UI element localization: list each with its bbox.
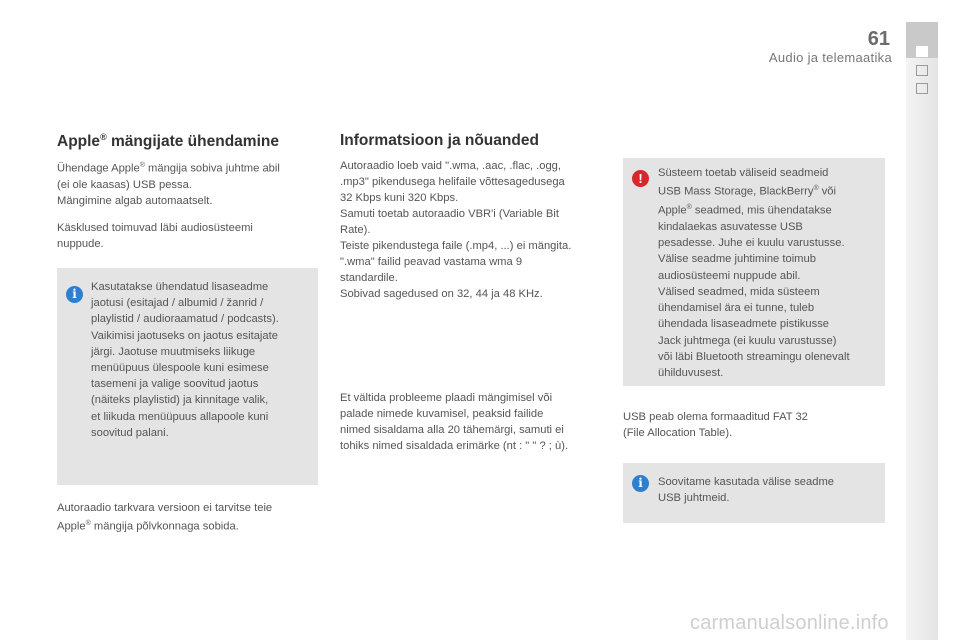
side-square-icon	[916, 65, 928, 76]
left-paragraph-3: Autoraadio tarkvara versioon ei tarvitse teie Apple® mängija põlvkonnaga sobida.	[57, 502, 273, 533]
right-warning-box	[623, 158, 885, 386]
page-number: 61	[867, 28, 890, 50]
left-info-text: Kasutatakse ühendatud lisaseadme jaotusi (esitajad / albumid / žanrid / playlistid / audioraamatud / podcasts). Vaikimisi jaotuseks on jaotus esitajate järgi. Jaotuse muutmiseks liikuge menüüpuus ülespoole kuni esimese tasemeni ja valige soovitud jaotus (näiteks playlistid) ja kinnitage valik, et liikuda menüüpuus allapoole kuni soovitud palani.	[91, 281, 279, 439]
side-square-icon	[916, 83, 928, 94]
page-side-tab	[906, 22, 938, 640]
info-icon: i	[66, 286, 83, 303]
left-paragraph-2: Käsklused toimuvad läbi audiosüsteemi nuppude.	[57, 222, 253, 250]
left-heading: Apple® mängijate ühendamine	[57, 132, 279, 151]
section-title: Audio ja telemaatika	[768, 50, 892, 65]
left-paragraph-1: Ühendage Apple® mängija sobiva juhtme abil (ei ole kaasas) USB pessa. Mängimine algab automaatselt.	[57, 162, 280, 207]
right-paragraph-1: USB peab olema formaaditud FAT 32 (File Allocation Table).	[623, 411, 808, 439]
middle-heading: Informatsioon ja nõuanded	[340, 132, 539, 149]
middle-paragraph-1: Autoraadio loeb vaid ".wma, .aac, .flac, .ogg, .mp3" pikendusega helifaile võttesagedusega 32 Kbps kuni 320 Kbps. Samuti toetab autoraadio VBR'i (Variable Bit Rate). Teiste pikendustega faile (.mp4, ...) ei mängita. ".wma" failid peavad vastama wma 9 standardile. Sobivad sagedused on 32, 44 ja 48 KHz.	[340, 160, 572, 300]
right-info-box	[623, 463, 885, 523]
middle-paragraph-2: Et vältida probleeme plaadi mängimisel või palade nimede kuvamisel, peaksid failide nimed sisaldama alla 20 tähemärgi, samuti ei tohiks nimed sisaldada erimärke (nt : " " ? ; ù).	[340, 392, 569, 452]
info-icon: i	[632, 475, 649, 492]
side-square-icon	[916, 46, 928, 57]
left-info-box	[57, 268, 318, 485]
warning-icon: !	[632, 170, 649, 187]
right-info-text: Soovitame kasutada välise seadme USB juhtmeid.	[658, 476, 834, 505]
watermark: carmanualsonline.info	[690, 612, 889, 634]
right-warning-text: Süsteem toetab väliseid seadmeid USB Mass Storage, BlackBerry® või Apple® seadmed, mis ühendatakse kindalaekas asuvatesse USB pesadesse. Juhe ei kuulu varustusse. Välise seadme juhtimine toimub audiosüsteemi nuppude abil. Välised seadmed, mida süsteem ühendamisel ära ei tunne, tuleb ühendada lisaseadmete pistikusse Jack juhtmega (ei kuulu varustusse) või läbi Bluetooth streamingu olenevalt ühilduvusest.	[658, 167, 850, 379]
